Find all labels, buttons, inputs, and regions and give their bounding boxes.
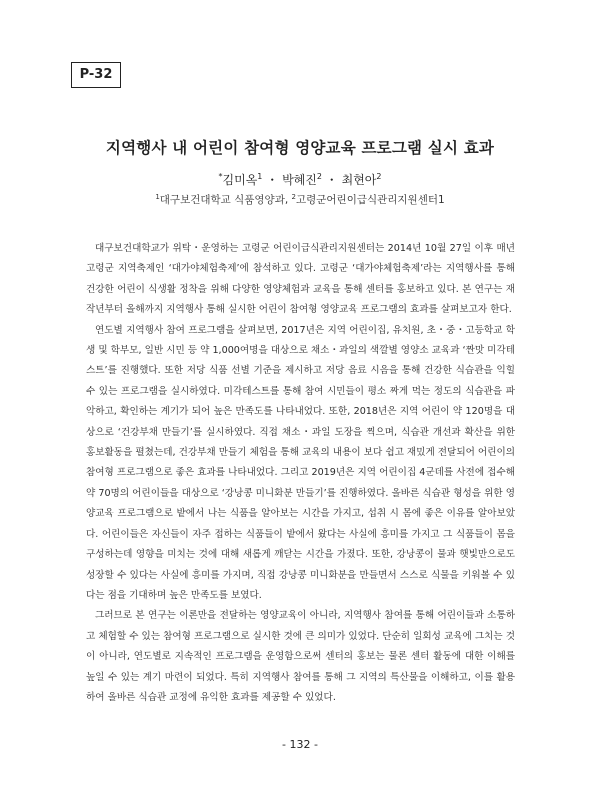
author-1-affil: 1 xyxy=(257,172,263,181)
author-2: 박혜진 xyxy=(282,173,317,187)
paper-title: 지역행사 내 어린이 참여형 영양교육 프로그램 실시 효과 xyxy=(105,139,495,157)
paragraph: 그러므로 본 연구는 이론만을 전달하는 영양교육이 아니라, 지역행사 참여를 통해 어린이들과 소통하고 체험할 수 있는 참여형 프로그램으로 실시한 것에 큰 의미가 있었다. 단순히 일회성 교육에 그치는 것이 아니라, 연도별로 지속적인 프로그램을 운영함으로써 센터의 홍보는 물론 센터 활동에 대한 이해를 높일 수 있는 계기 마련이 되었다. 특히 지역행사 참여를 통해 그 지역의 특산물을 이해하고, 이를 활용하여 올바른 식습관 교정에 유익한 효과를 제공할 수 있었다. xyxy=(86,610,515,703)
author-line xyxy=(0,172,600,188)
author-separator: ・ xyxy=(266,173,279,187)
author-2-affil: 2 xyxy=(316,172,322,181)
paragraph: 대구보건대학교가 위탁・운영하는 고령군 어린이급식관리지원센터는 2014년 10월 27일 이후 매년 고령군 지역축제인 ‘대가야체험축제’에 참석하고 있다. 고령군 ‘대가야체험축제’라는 지역행사를 통해 건강한 어린이 식생활 정착을 위해 다양한 영양체험과 교육을 통해 센터를 홍보하고 있다. 본 연구는 재작년부터 올해까지 지역행사 통해 실시한 어린이 참여형 영양교육 프로그램의 효과를 살펴보고자 한다. xyxy=(86,243,515,316)
author-1: 김미옥 xyxy=(222,173,258,187)
affil-1-text: 대구보건대학교 식품영양과, xyxy=(159,194,292,206)
page-number: - 132 - xyxy=(282,738,318,751)
author-separator: ・ xyxy=(325,173,338,187)
affil-2-text: 고령군어린이급식관리지원센터1 xyxy=(295,194,445,206)
corresponding-mark: * xyxy=(218,172,223,181)
poster-number-badge: P-32 xyxy=(71,62,121,88)
abstract-body xyxy=(86,239,515,708)
author-3-affil: 2 xyxy=(376,172,382,181)
affil-2-mark: 2 xyxy=(291,193,296,201)
affil-1-mark: 1 xyxy=(155,193,160,201)
author-3: 최현아 xyxy=(341,173,377,187)
affiliation-line xyxy=(0,193,600,207)
paragraph: 연도별 지역행사 참여 프로그램을 살펴보면, 2017년은 지역 어린이집, 유치원, 초・중・고등학교 학생 및 학부모, 일반 시민 등 약 1,000여명을 대상으로 채소・과일의 색깔별 영양소 교육과 ‘짠맛 미각테스트’를 진행했다. 또한 저당 식품 선별 기준을 제시하고 저당 음료 시음을 통해 건강한 식습관을 익힐 수 있는 프로그램을 실시하였다. 미각테스트를 통해 참여 시민들이 평소 짜게 먹는 정도의 식습관을 파악하고, 확인하는 계기가 되어 높은 만족도를 나타내었다. 또한, 2018년은 지역 어린이 약 120명을 대상으로 ‘건강부채 만들기’를 실시하였다. 직접 채소・과일 도장을 찍으며, 식습관 개선과 확산을 위한 홍보활동을 펼쳤는데, 건강부채 만들기 체험을 통해 교육의 내용이 보다 쉽고 재밌게 전달되어 어린이의 참여형 프로그램으로 좋은 효과를 나타내었다. 그리고 2019년은 지역 어린이집 4군데를 사전에 접수해 약 70명의 어린이들을 대상으로 ‘강낭콩 미니화분 만들기’를 진행하였다. 올바른 식습관 형성을 위한 영양교육 프로그램으로 밭에서 나는 식품을 알아보는 시간을 가지고, 섭취 시 몸에 좋은 이유를 알아보았다. 어린이들은 자신들이 자주 접하는 식품들이 밭에서 왔다는 사실에 흥미를 가지고 그 식품들이 몸을 구성하는데 영향을 미치는 것에 대해 새롭게 깨닫는 시간을 가졌다. 또한, 강낭콩이 물과 햇빛만으로도 성장할 수 있다는 사실에 흥미를 가지며, 직접 강낭콩 미니화분을 만들면서 스스로 식물을 키워볼 수 있다는 점을 기대하며 높은 만족도를 보였다. xyxy=(86,324,515,601)
